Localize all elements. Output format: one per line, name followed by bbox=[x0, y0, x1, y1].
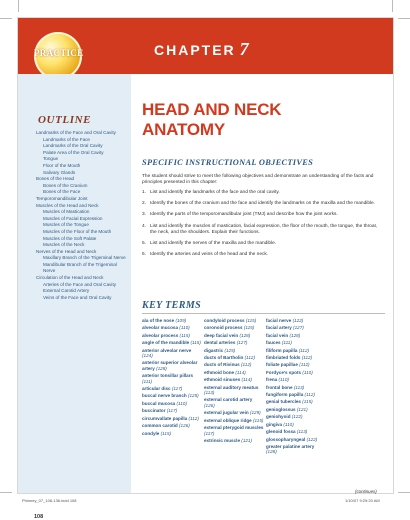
key-term-name: digastric bbox=[204, 347, 224, 353]
key-term-name: geniohyoid bbox=[266, 414, 291, 420]
key-term bbox=[142, 393, 202, 398]
key-term-name: anterior alveolar nerve bbox=[142, 347, 192, 353]
key-term bbox=[142, 386, 202, 391]
print-slug: Phinney_07_108-136.indd 108 bbox=[22, 498, 77, 503]
outline-item: Temporomandibular Joint bbox=[36, 195, 88, 201]
objective-number: 6. bbox=[142, 252, 147, 258]
objective-number: 3. bbox=[142, 212, 147, 218]
key-terms-heading: KEY TERMS bbox=[142, 300, 202, 311]
objective-text: List and identify the nerves of the maxilla and the mandible. bbox=[150, 241, 277, 247]
key-term bbox=[142, 333, 202, 338]
key-terms-column-3 bbox=[266, 318, 326, 457]
outline-item: Muscles of the Soft Palate bbox=[43, 235, 97, 241]
key-term-name: greater palatine artery bbox=[266, 443, 315, 449]
practice-logo bbox=[34, 32, 82, 80]
key-term bbox=[142, 408, 202, 413]
key-term-name: gingiva bbox=[266, 421, 283, 427]
key-term-page: (121) bbox=[296, 406, 308, 412]
chapter-title-line1: HEAD AND NECK bbox=[142, 100, 282, 119]
key-term-page: (114) bbox=[235, 369, 246, 375]
outline-item: Muscles of the Head and Neck bbox=[36, 202, 99, 208]
key-term-page: (125) bbox=[224, 347, 236, 353]
outline-item: Muscles of Facial Expression bbox=[43, 215, 103, 221]
key-term bbox=[142, 340, 202, 345]
key-term bbox=[204, 425, 264, 436]
outline-item: Tongue bbox=[43, 156, 59, 162]
practice-logo-text: PRACTICE bbox=[34, 48, 84, 58]
objective-number: 1. bbox=[142, 190, 147, 195]
key-term-page: (127) bbox=[293, 325, 304, 331]
objective-text: Identify the arteries and veins of the head and the neck. bbox=[150, 252, 269, 258]
objectives-list bbox=[142, 190, 382, 263]
key-term bbox=[204, 418, 264, 423]
outline-item: Circulation of the Head and Neck bbox=[36, 275, 104, 281]
key-term-name: anterior superior alveolar artery bbox=[142, 360, 198, 371]
key-term bbox=[204, 340, 264, 345]
key-term bbox=[204, 348, 264, 353]
key-term-name: glossopharyngeal bbox=[266, 436, 306, 442]
key-term-page: (112) bbox=[244, 355, 255, 361]
outline-item: Muscles of the Neck bbox=[43, 242, 85, 248]
key-term-page: (115) bbox=[243, 325, 255, 331]
key-term-name: fungiform papilla bbox=[266, 392, 304, 398]
key-term bbox=[266, 377, 326, 382]
key-term bbox=[266, 333, 326, 338]
key-term bbox=[204, 318, 264, 323]
outline-item: Landmarks of the Face bbox=[43, 136, 90, 142]
key-term bbox=[266, 362, 326, 367]
crop-mark bbox=[0, 18, 12, 19]
key-term-name: genial tubercles bbox=[266, 399, 301, 405]
key-term-name: ala of the nose bbox=[142, 318, 175, 323]
key-term-page: (128) bbox=[239, 332, 251, 338]
objective-text: Identify the bones of the cranium and the face and identify the landmarks on the maxilla and the mandible. bbox=[150, 201, 376, 207]
key-term bbox=[266, 318, 326, 323]
key-term-name: alveolar process bbox=[142, 332, 179, 338]
key-term-page: (112) bbox=[298, 347, 310, 353]
key-term bbox=[142, 431, 202, 436]
key-term bbox=[142, 360, 202, 371]
key-term-page: (110) bbox=[179, 325, 190, 331]
key-term-name: dental arteries bbox=[204, 340, 236, 346]
key-term-page: (128) bbox=[156, 365, 167, 371]
key-term-page: (113) bbox=[204, 390, 215, 396]
key-term-page: (114) bbox=[241, 377, 252, 383]
key-term-page: (127) bbox=[236, 340, 248, 346]
key-term-page: (112) bbox=[301, 355, 313, 361]
key-term-name: fauces bbox=[266, 340, 281, 346]
key-term-page: (117) bbox=[204, 430, 215, 436]
key-term-page: (112) bbox=[241, 362, 252, 368]
key-term-name: ducts of Rivinus bbox=[204, 362, 240, 368]
key-term-name: ethmoid sinuses bbox=[204, 377, 241, 383]
key-term-name: common carotid bbox=[142, 423, 178, 429]
key-term bbox=[142, 348, 202, 359]
key-term bbox=[204, 325, 264, 330]
key-term-page: (111) bbox=[142, 378, 153, 384]
outline-item: Muscles of the Tongue bbox=[43, 222, 89, 228]
key-term bbox=[266, 437, 326, 442]
continues-note: (continues) bbox=[355, 489, 377, 494]
key-term-name: genioglossus bbox=[266, 406, 296, 412]
key-term bbox=[266, 385, 326, 390]
key-term-page: (112) bbox=[304, 392, 315, 398]
key-term-page: (125) bbox=[187, 393, 199, 399]
page-number: 108 bbox=[34, 514, 44, 520]
key-term-name: alveolar mucosa bbox=[142, 325, 179, 331]
key-term-page: (113) bbox=[296, 429, 308, 435]
key-term bbox=[266, 429, 326, 434]
crop-mark bbox=[398, 492, 410, 493]
key-term-page: (122) bbox=[292, 318, 304, 323]
key-term-page: (109) bbox=[175, 318, 187, 323]
key-term-page: (117) bbox=[171, 386, 183, 392]
outline-item: External Carotid Artery bbox=[43, 288, 90, 294]
objective-number: 5. bbox=[142, 241, 147, 247]
outline-item: Arteries of the Face and Oral Cavity bbox=[43, 281, 117, 287]
key-term-page: (115) bbox=[190, 340, 201, 346]
key-term bbox=[266, 392, 326, 397]
key-term-page: (128) bbox=[266, 449, 277, 455]
key-term-name: ethmoid bone bbox=[204, 369, 235, 375]
key-term-page: (121) bbox=[241, 437, 253, 443]
key-term bbox=[142, 318, 202, 323]
chapter-title bbox=[142, 100, 281, 140]
outline-item: Palate Area of the Oral Cavity bbox=[43, 149, 104, 155]
print-date: 1/10/07 9:29:20 AM bbox=[345, 498, 380, 503]
crop-mark bbox=[392, 0, 393, 12]
key-term-name: condyloid process bbox=[204, 318, 245, 323]
key-term bbox=[204, 438, 264, 443]
key-term-name: glenoid fossa bbox=[266, 429, 296, 435]
key-term-page: (126) bbox=[204, 402, 215, 408]
objective-item bbox=[142, 252, 382, 258]
key-term-name: facial artery bbox=[266, 325, 292, 331]
objective-text: List and identify the landmarks of the face and the oral cavity. bbox=[150, 190, 280, 195]
outline-item: Muscles of the Floor of the Mouth bbox=[43, 228, 112, 234]
key-term-name: coronoid process bbox=[204, 325, 243, 331]
crop-mark bbox=[0, 492, 12, 493]
key-term-page: (110) bbox=[176, 400, 187, 406]
key-term-name: facial nerve bbox=[266, 318, 292, 323]
objectives-intro: The student should strive to meet the following objectives and demonstrate an understanding of the facts and principles presented in this chapter: bbox=[142, 174, 374, 186]
key-term-name: frena bbox=[266, 377, 278, 383]
key-term-page: (115) bbox=[253, 417, 264, 423]
key-term bbox=[266, 414, 326, 419]
key-term bbox=[204, 397, 264, 408]
key-terms-column-1 bbox=[142, 318, 202, 438]
key-term-page: (110) bbox=[283, 421, 294, 427]
key-term bbox=[266, 355, 326, 360]
key-term-name: external carotid artery bbox=[204, 397, 253, 403]
key-term bbox=[142, 401, 202, 406]
crop-mark bbox=[398, 18, 410, 19]
objective-item bbox=[142, 224, 382, 236]
key-term-page: (110) bbox=[278, 377, 289, 383]
chapter-heading bbox=[154, 39, 251, 60]
key-term-page: (115) bbox=[245, 318, 257, 323]
key-term-name: Fordyce’s spots bbox=[266, 369, 302, 375]
key-term bbox=[204, 410, 264, 415]
outline-item: Muscles of Mastication bbox=[43, 209, 90, 215]
outline-heading: OUTLINE bbox=[38, 114, 92, 126]
key-term-name: buccinator bbox=[142, 408, 166, 414]
key-term-name: condyle bbox=[142, 430, 160, 436]
key-term-name: deep facial vein bbox=[204, 332, 239, 338]
chapter-number: 7 bbox=[239, 39, 251, 59]
key-term-page: (113) bbox=[293, 384, 305, 390]
objective-item bbox=[142, 190, 382, 196]
key-term-name: external oblique ridge bbox=[204, 417, 252, 423]
key-term-name: articular disc bbox=[142, 386, 171, 392]
objective-text: List and identify the muscles of mastication, facial expression, the floor of the mouth, the tongue, the throat, the neck, and the shoulders. Explain their functions. bbox=[150, 223, 378, 235]
key-term-page: (112) bbox=[299, 362, 310, 368]
key-term-page: (115) bbox=[179, 332, 190, 338]
key-term-name: frontal bone bbox=[266, 384, 293, 390]
key-term-name: buccal mucosa bbox=[142, 400, 176, 406]
key-term-name: anterior tonsillar pillars bbox=[142, 373, 194, 379]
objectives-heading: SPECIFIC INSTRUCTIONAL OBJECTIVES bbox=[142, 158, 314, 167]
outline-item: Bones of the Face bbox=[43, 189, 81, 195]
key-terms-divider bbox=[142, 313, 385, 314]
key-term bbox=[266, 407, 326, 412]
key-term-page: (129) bbox=[249, 410, 261, 416]
key-term-name: buccal nerve branch bbox=[142, 393, 187, 399]
key-term bbox=[204, 370, 264, 375]
key-term-page: (122) bbox=[306, 436, 318, 442]
key-term bbox=[266, 399, 326, 404]
key-term-page: (111) bbox=[281, 340, 292, 346]
key-term-name: external jugular vein bbox=[204, 410, 249, 416]
key-term-page: (128) bbox=[289, 332, 301, 338]
key-term-page: (122) bbox=[291, 414, 303, 420]
key-term bbox=[266, 340, 326, 345]
outline-item: Floor of the Mouth bbox=[43, 162, 81, 168]
key-term-name: external pterygoid muscles bbox=[204, 425, 264, 431]
outline-item: Landmarks of the Oral Cavity bbox=[43, 143, 103, 149]
key-term bbox=[266, 370, 326, 375]
key-term-page: (124) bbox=[142, 353, 153, 359]
key-terms-column-2 bbox=[204, 318, 264, 445]
objective-item bbox=[142, 212, 382, 218]
outline-list bbox=[36, 130, 128, 301]
outline-item: Bones of the Head bbox=[36, 176, 75, 182]
key-term bbox=[204, 355, 264, 360]
key-term-name: angle of the mandible bbox=[142, 340, 190, 346]
outline-item: Maxillary Branch of the Trigeminal Nerve bbox=[43, 255, 126, 261]
key-term bbox=[142, 373, 202, 384]
outline-item: Nerves of the Head and Neck bbox=[36, 248, 97, 254]
key-term-name: circumvallate papilla bbox=[142, 415, 188, 421]
crop-mark bbox=[18, 0, 19, 12]
objective-number: 4. bbox=[142, 223, 147, 229]
key-term bbox=[266, 422, 326, 427]
key-term-name: extrinsic muscle bbox=[204, 437, 241, 443]
key-term-name: facial vein bbox=[266, 332, 289, 338]
outline-item: Mandibular Branch of the Trigeminal Nerve bbox=[43, 261, 117, 274]
outline-item: Salivary Glands bbox=[43, 169, 76, 175]
outline-item: Landmarks of the Face and Oral Cavity bbox=[36, 130, 116, 135]
key-term bbox=[266, 444, 326, 455]
objective-text: Identify the parts of the temporomandibular joint (TMJ) and describe how the joint works. bbox=[150, 212, 338, 218]
key-term bbox=[266, 348, 326, 353]
key-term-page: (126) bbox=[179, 423, 190, 429]
key-term-name: external auditory meatus bbox=[204, 384, 259, 390]
key-term bbox=[142, 416, 202, 421]
chapter-title-line2: ANATOMY bbox=[142, 120, 225, 139]
objective-item bbox=[142, 241, 382, 247]
key-term-page: (115) bbox=[160, 430, 172, 436]
key-term-page: (115) bbox=[302, 399, 313, 405]
key-term-name: ducts of Bartholin bbox=[204, 355, 244, 361]
outline-item: Bones of the Cranium bbox=[43, 182, 88, 188]
objective-number: 2. bbox=[142, 201, 147, 207]
outline-item: Veins of the Face and Oral Cavity bbox=[43, 294, 112, 300]
key-term bbox=[204, 385, 264, 396]
key-term bbox=[204, 377, 264, 382]
chapter-label: CHAPTER bbox=[154, 42, 236, 58]
key-term-name: foliate papillae bbox=[266, 362, 298, 368]
key-term bbox=[142, 423, 202, 428]
objective-item bbox=[142, 201, 382, 207]
key-term bbox=[204, 362, 264, 367]
key-term-name: filiform papilla bbox=[266, 347, 298, 353]
key-term-page: (110) bbox=[302, 369, 313, 375]
key-term bbox=[142, 325, 202, 330]
key-term-page: (117) bbox=[166, 408, 178, 414]
key-term bbox=[266, 325, 326, 330]
key-term-page: (112) bbox=[188, 415, 199, 421]
key-term-name: fimbriated folds bbox=[266, 355, 301, 361]
key-term bbox=[204, 333, 264, 338]
